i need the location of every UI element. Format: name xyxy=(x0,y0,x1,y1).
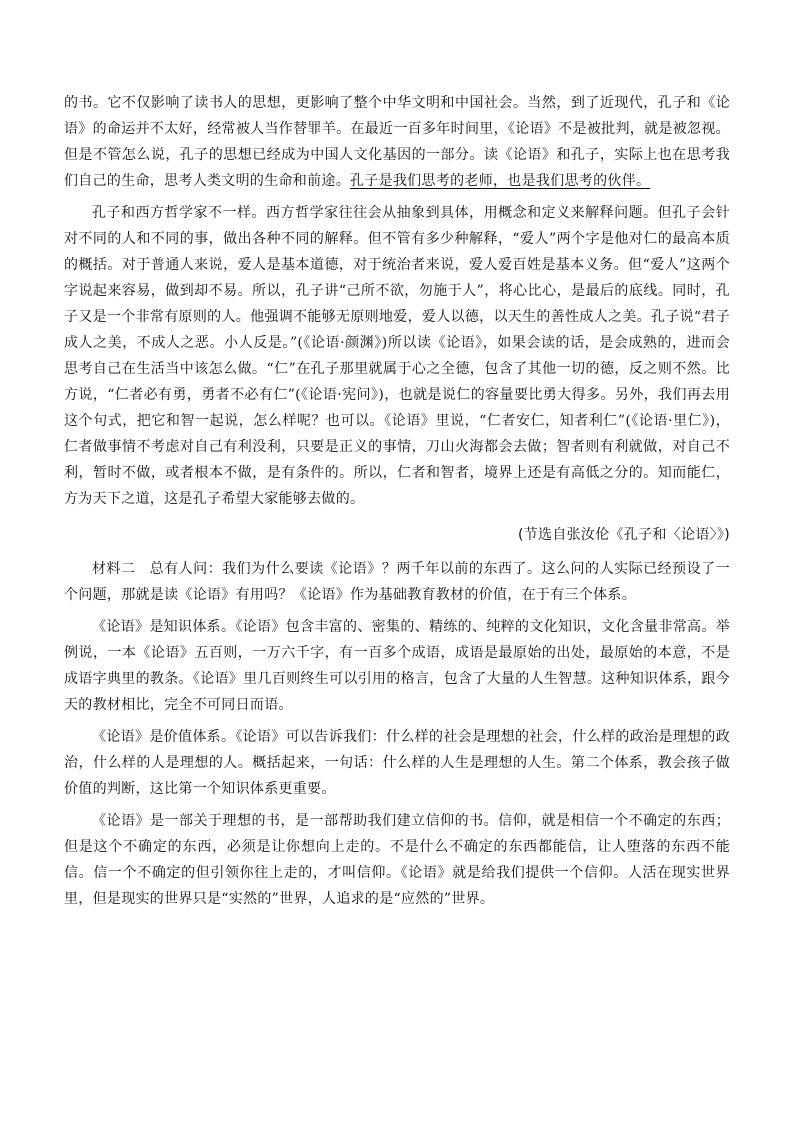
material-one-paragraph-1 xyxy=(64,90,730,194)
material-two-paragraph-2: 《论语》是知识体系。《论语》包含丰富的、密集的、精练的、纯粹的文化知识，文化含量非常高。举例说，一本《论语》五百则，一万六千字，有一百多个成语，成语是最原始的出处，最原始的本意，不是成语字典里的教条。《论语》里几百则终生可以引用的格言，包含了大量的人生智慧。这种知识体系，跟今天的教材相比，完全不可同日而语。 xyxy=(64,619,730,713)
material-two-paragraph-3: 《论语》是价值体系。《论语》可以告诉我们：什么样的社会是理想的社会，什么样的政治是理想的政治，什么样的人是理想的人。概括起来，一句话：什么样的人生是理想的人生。第二个体系，教会孩子做价值的判断，这比第一个知识体系更重要。 xyxy=(64,729,730,797)
material-two-paragraph-1 xyxy=(64,556,730,608)
underlined-sentence: 孔子是我们思考的老师，也是我们思考的伙伴。 xyxy=(350,173,651,189)
source-citation: (节选自张汝伦《孔子和〈论语〉》) xyxy=(517,527,730,543)
paragraph-text: 的书。它不仅影响了读书人的思想，更影响了整个中华文明和中国社会。当然，到了近现代，孔子和《论语》的命运并不太好，经常被人当作替罪羊。在最近一百多年时间里，《论语》不是被批判，就是被忽视。但是不管怎么说，孔子的思想已经成为中国人文化基因的一部分。读《论语》和孔子，实际上也在思考我们自己的生命，思考人类文明的生命和前途。 xyxy=(64,95,730,189)
material-two-paragraph-4: 《论语》是一部关于理想的书，是一部帮助我们建立信仰的书。信仰，就是相信一个不确定的东西；但是这个不确定的东西，必须是让你想向上走的。不是什么不确定的东西都能信，让人堕落的东西不能信。信一个不确定的但引领你往上走的，才叫信仰。《论语》就是给我们提供一个信仰。人活在现实世界里，但是现实的世界只是“实然的”世界，人追求的是“应然的”世界。 xyxy=(64,813,730,907)
document-body xyxy=(64,90,730,918)
paragraph-text: 总有人问：我们为什么要读《论语》？两千年以前的东西了。这么问的人实际已经预设了一个问题，那就是读《论语》有用吗？《论语》作为基础教育教材的价值，在于有三个体系。 xyxy=(64,561,731,603)
material-one-paragraph-2: 孔子和西方哲学家不一样。西方哲学家往往会从抽象到具体，用概念和定义来解释问题。但孔子会针对不同的人和不同的事，做出各种不同的解释。但不管有多少种解释，“爱人”两个字是他对仁的最高本质的概括。对于普通人来说，爱人是基本道德，对于统治者来说，爱人爱百姓是基本义务。但“爱人”这两个字说起来容易，做到却不易。所以，孔子讲“己所不欲，勿施于人”，将心比心，是最后的底线。同时，孔子又是一个非常有原则的人。他强调不能够无原则地爱，爱人以德，以天生的善性成人之美。孔子说“君子成人之美，不成人之恶。小人反是。”(《论语·颜渊》)所以读《论语》，如果会读的话，是会成熟的，进而会思考自己在生活当中该怎么做。“仁”在孔子那里就属于心之全德，包含了其他一切的德，反之则不然。比方说，“仁者必有勇，勇者不必有仁”(《论语·宪问》)，也就是说仁的容量要比勇大得多。另外，我们再去用这个句式，把它和智一起说，怎么样呢？也可以。《论语》里说，“仁者安仁，知者利仁”(《论语·里仁》)，仁者做事情不考虑对自己有利没利，只要是正义的事情，刀山火海都会去做；智者则有利就做，对自己不利，暂时不做，或者根本不做，是有条件的。所以，仁者和智者，境界上还是有高低之分的。知而能仁，方为天下之道，这是孔子希望大家能够去做的。 xyxy=(64,205,730,507)
material-two-label: 材料二 xyxy=(92,561,136,577)
